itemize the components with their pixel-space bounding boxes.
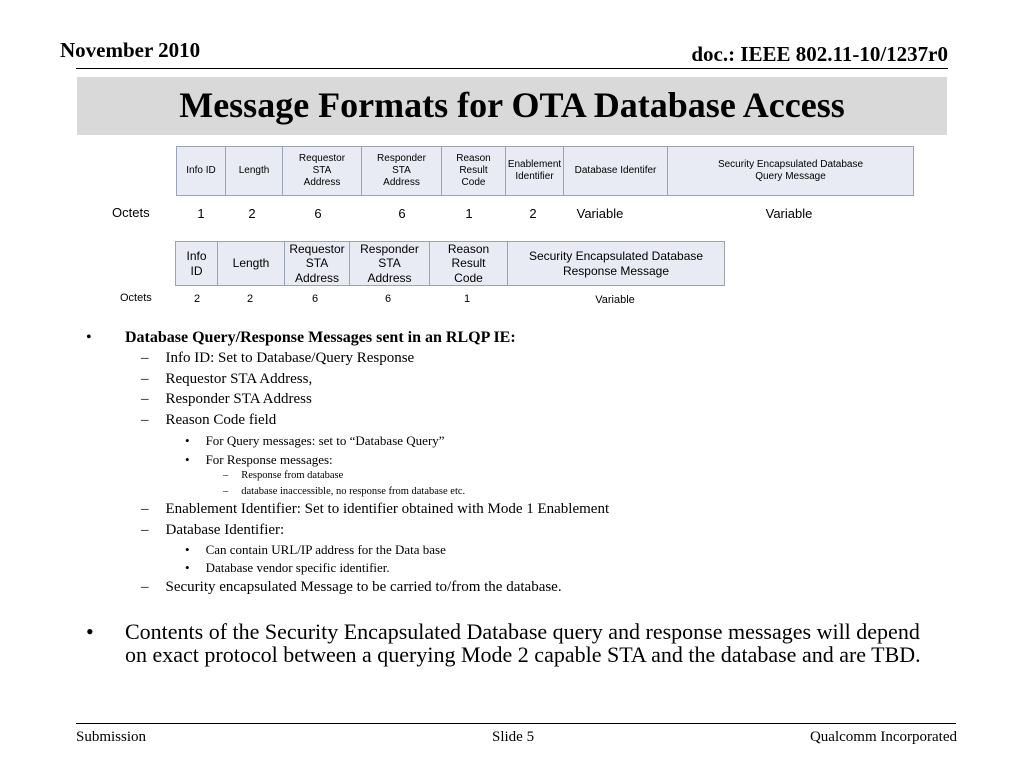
sub-sub-bullet-text: For Query messages: set to “Database Query” [205,433,445,448]
response-octet: 6 [311,293,319,305]
bullet-text: Database Query/Response Messages sent in an RLQP IE: [125,329,516,346]
dash-marker: – [141,391,149,407]
sub-sub-bullet-text: Can contain URL/IP address for the Data base [205,542,446,557]
level4-bullet [223,470,343,481]
contents-bullet-text: Contents of the Security Encapsulated Database query and response messages will depend on exact protocol between a querying Mode 2 capable STA and the database and are TBD. [125,619,921,667]
query-octet: Variable [576,206,624,221]
query-octet: 2 [248,206,256,221]
field-database-identifier: Database Identifer [564,147,668,196]
header-divider [76,68,948,69]
field-requestor-sta-address: Requestor STA Address [285,242,350,286]
header-doc-id: doc.: IEEE 802.11-10/1237r0 [691,42,948,66]
field-security-response-message: Security Encapsulated Database Response Message [508,242,725,286]
response-octet: 6 [384,293,392,305]
query-octets-label: Octets [112,205,150,220]
dash-marker: – [141,522,149,538]
slide-title: Message Formats for OTA Database Access [179,85,845,125]
query-octet: 6 [398,206,406,221]
sub-bullet-text: Responder STA Address [165,391,312,407]
sub-sub-bullet [185,542,446,558]
contents-bullet [86,620,946,666]
dash-marker: – [141,350,149,366]
bullet-marker: • [185,452,190,467]
sub-bullet [141,391,312,408]
response-octet: Variable [595,294,635,306]
query-octet: 2 [529,206,537,221]
field-enablement-identifier: Enablement Identifier [506,147,564,196]
query-format-table [176,146,914,196]
sub-bullet-text: Reason Code field [165,412,277,428]
sub-bullet-text: Info ID: Set to Database/Query Response [165,350,415,366]
query-octet: 1 [465,206,473,221]
bullet-marker: • [185,560,190,575]
level4-bullet-text: database inaccessible, no response from database etc. [241,486,466,497]
sub-bullet [141,371,312,388]
field-responder-sta-address: Responder STA Address [362,147,442,196]
footer-submission: Submission [76,729,147,745]
field-info-id: Info ID [176,242,218,286]
query-octet: Variable [765,206,813,221]
response-format-table [175,241,725,286]
footer-company: Qualcomm Incorporated [809,729,957,745]
dash-marker: – [141,579,149,595]
sub-bullet [141,522,284,539]
dash-marker: – [223,470,229,481]
sub-sub-bullet-text: Database vendor specific identifier. [205,560,390,575]
sub-sub-bullet-text: For Response messages: [205,452,333,467]
sub-bullet [141,501,609,518]
dash-marker: – [141,412,149,428]
field-length: Length [218,242,285,286]
sub-bullet-text: Security encapsulated Message to be carried to/from the database. [165,579,562,595]
sub-sub-bullet [185,433,445,449]
header-date: November 2010 [60,38,201,62]
bullet-marker: • [185,433,190,448]
level4-bullet-text: Response from database [241,470,344,481]
sub-bullet [141,350,414,367]
sub-bullet [141,579,562,596]
dash-marker: – [141,371,149,387]
field-length: Length [226,147,283,196]
bullet-marker: • [185,542,190,557]
sub-sub-bullet [185,452,333,468]
sub-bullet-text: Requestor STA Address, [165,371,313,387]
bullet-marker: • [86,329,92,346]
response-octets-label: Octets [120,292,152,304]
bullet-marker: • [86,619,94,644]
field-responder-sta-address: Responder STA Address [350,242,430,286]
response-octet: 1 [463,293,471,305]
dash-marker: – [223,486,229,497]
field-reason-result-code: Reason Result Code [442,147,506,196]
footer-slide-number: Slide 5 [492,729,535,745]
dash-marker: – [141,501,149,517]
sub-bullet-text: Database Identifier: [165,522,285,538]
sub-bullet-text: Enablement Identifier: Set to identifier obtained with Mode 1 Enablement [165,501,610,517]
field-info-id: Info ID [177,147,226,196]
field-security-query-message: Security Encapsulated Database Query Message [668,147,914,196]
query-octet: 1 [197,206,205,221]
level4-bullet [223,486,465,497]
sub-sub-bullet [185,560,390,576]
query-octet: 6 [314,206,322,221]
response-octet: 2 [246,293,254,305]
response-octet: 2 [193,293,201,305]
field-reason-result-code: Reason Result Code [430,242,508,286]
field-requestor-sta-address: Requestor STA Address [283,147,362,196]
footer-divider [76,723,956,724]
sub-bullet [141,412,276,429]
